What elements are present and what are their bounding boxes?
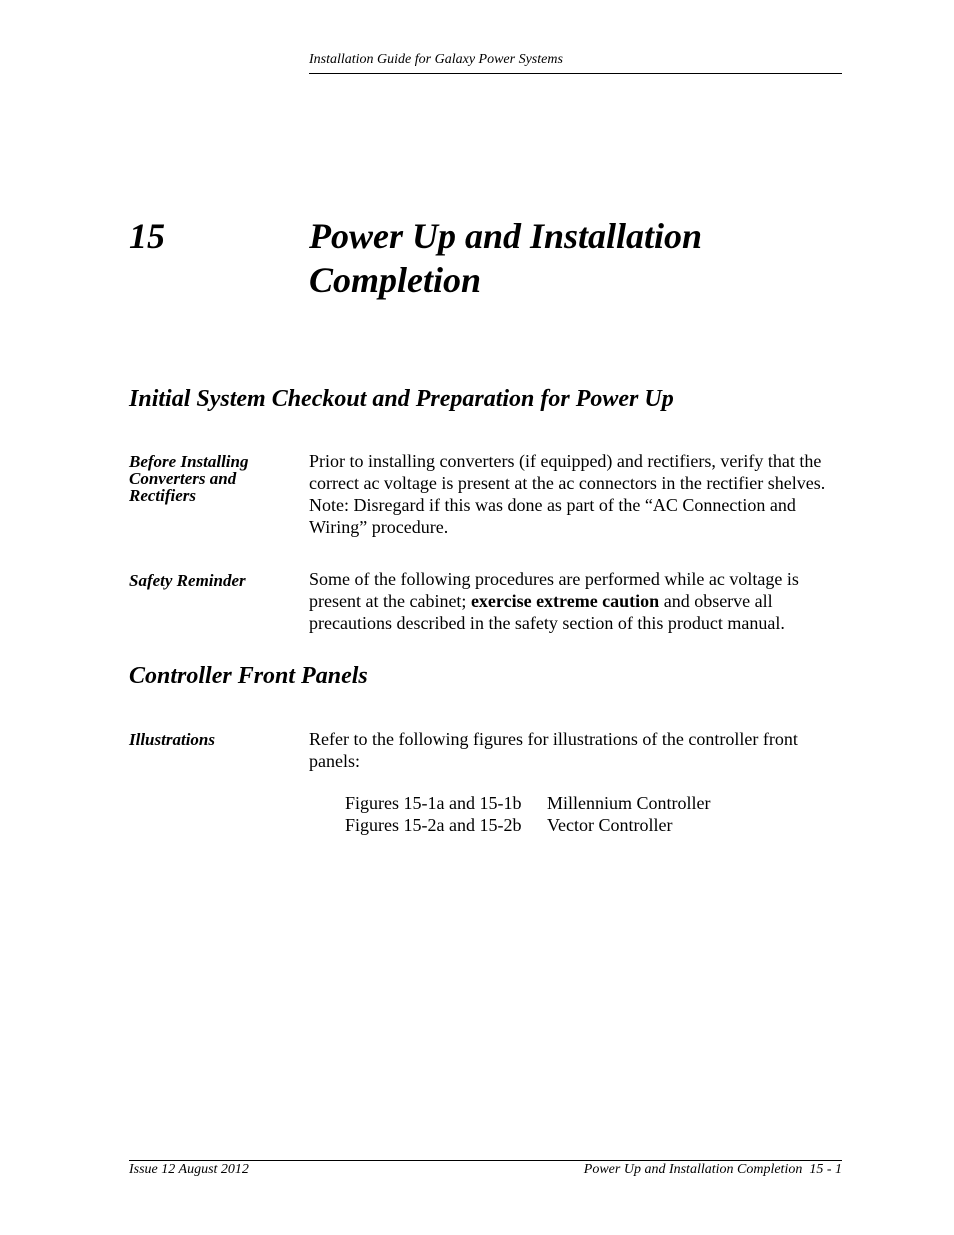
header-rule — [309, 73, 842, 74]
safety-text-end: and observe all precautions described in the safety section of this product manual. — [309, 591, 785, 633]
side-label-line: Before Installing — [129, 452, 249, 471]
section-heading-initial-checkout: Initial System Checkout and Preparation for Power Up — [129, 386, 674, 412]
figure-reference-row — [345, 814, 672, 836]
figure-numbers: Figures 15-2a and 15-2b — [345, 815, 522, 835]
figure-description: Millennium Controller — [547, 793, 711, 813]
paragraph-illustrations: Refer to the following figures for illustrations of the controller front panels: — [309, 729, 798, 771]
side-label-line: Converters and — [129, 469, 237, 488]
section-heading-controller-front-panels: Controller Front Panels — [129, 663, 368, 689]
footer-rule — [129, 1160, 842, 1161]
paragraph-safety-reminder — [309, 568, 849, 634]
safety-text-start: Some of the following procedures are performed while ac voltage is present at the cabinet; — [309, 569, 799, 611]
figure-numbers: Figures 15-1a and 15-1b — [345, 793, 522, 813]
safety-text-emphasis: exercise extreme caution — [470, 591, 660, 611]
side-label-illustrations: Illustrations — [129, 730, 215, 749]
side-label-before-installing — [129, 453, 299, 504]
chapter-title-line1: Power Up and Installation — [309, 216, 703, 256]
footer-page-label: Power Up and Installation Completion 15 - 1 — [583, 1162, 842, 1177]
chapter-title-line2: Completion — [309, 260, 482, 300]
figure-reference-row — [345, 792, 711, 814]
footer-issue-date: Issue 12 August 2012 — [129, 1162, 249, 1177]
side-label-safety-reminder: Safety Reminder — [129, 571, 246, 590]
page-header-title: Installation Guide for Galaxy Power Systems — [309, 52, 563, 67]
paragraph-before-installing: Prior to installing converters (if equipped) and rectifiers, verify that the correct ac voltage is present at the ac connectors in the rectifier shelves. Note: Disregard if this was done as part of the “AC Connection and Wiring” procedure. — [309, 451, 826, 537]
figure-description: Vector Controller — [547, 815, 673, 835]
side-label-line: Rectifiers — [129, 486, 197, 505]
chapter-number: 15 — [129, 216, 165, 256]
chapter-title — [309, 214, 829, 302]
